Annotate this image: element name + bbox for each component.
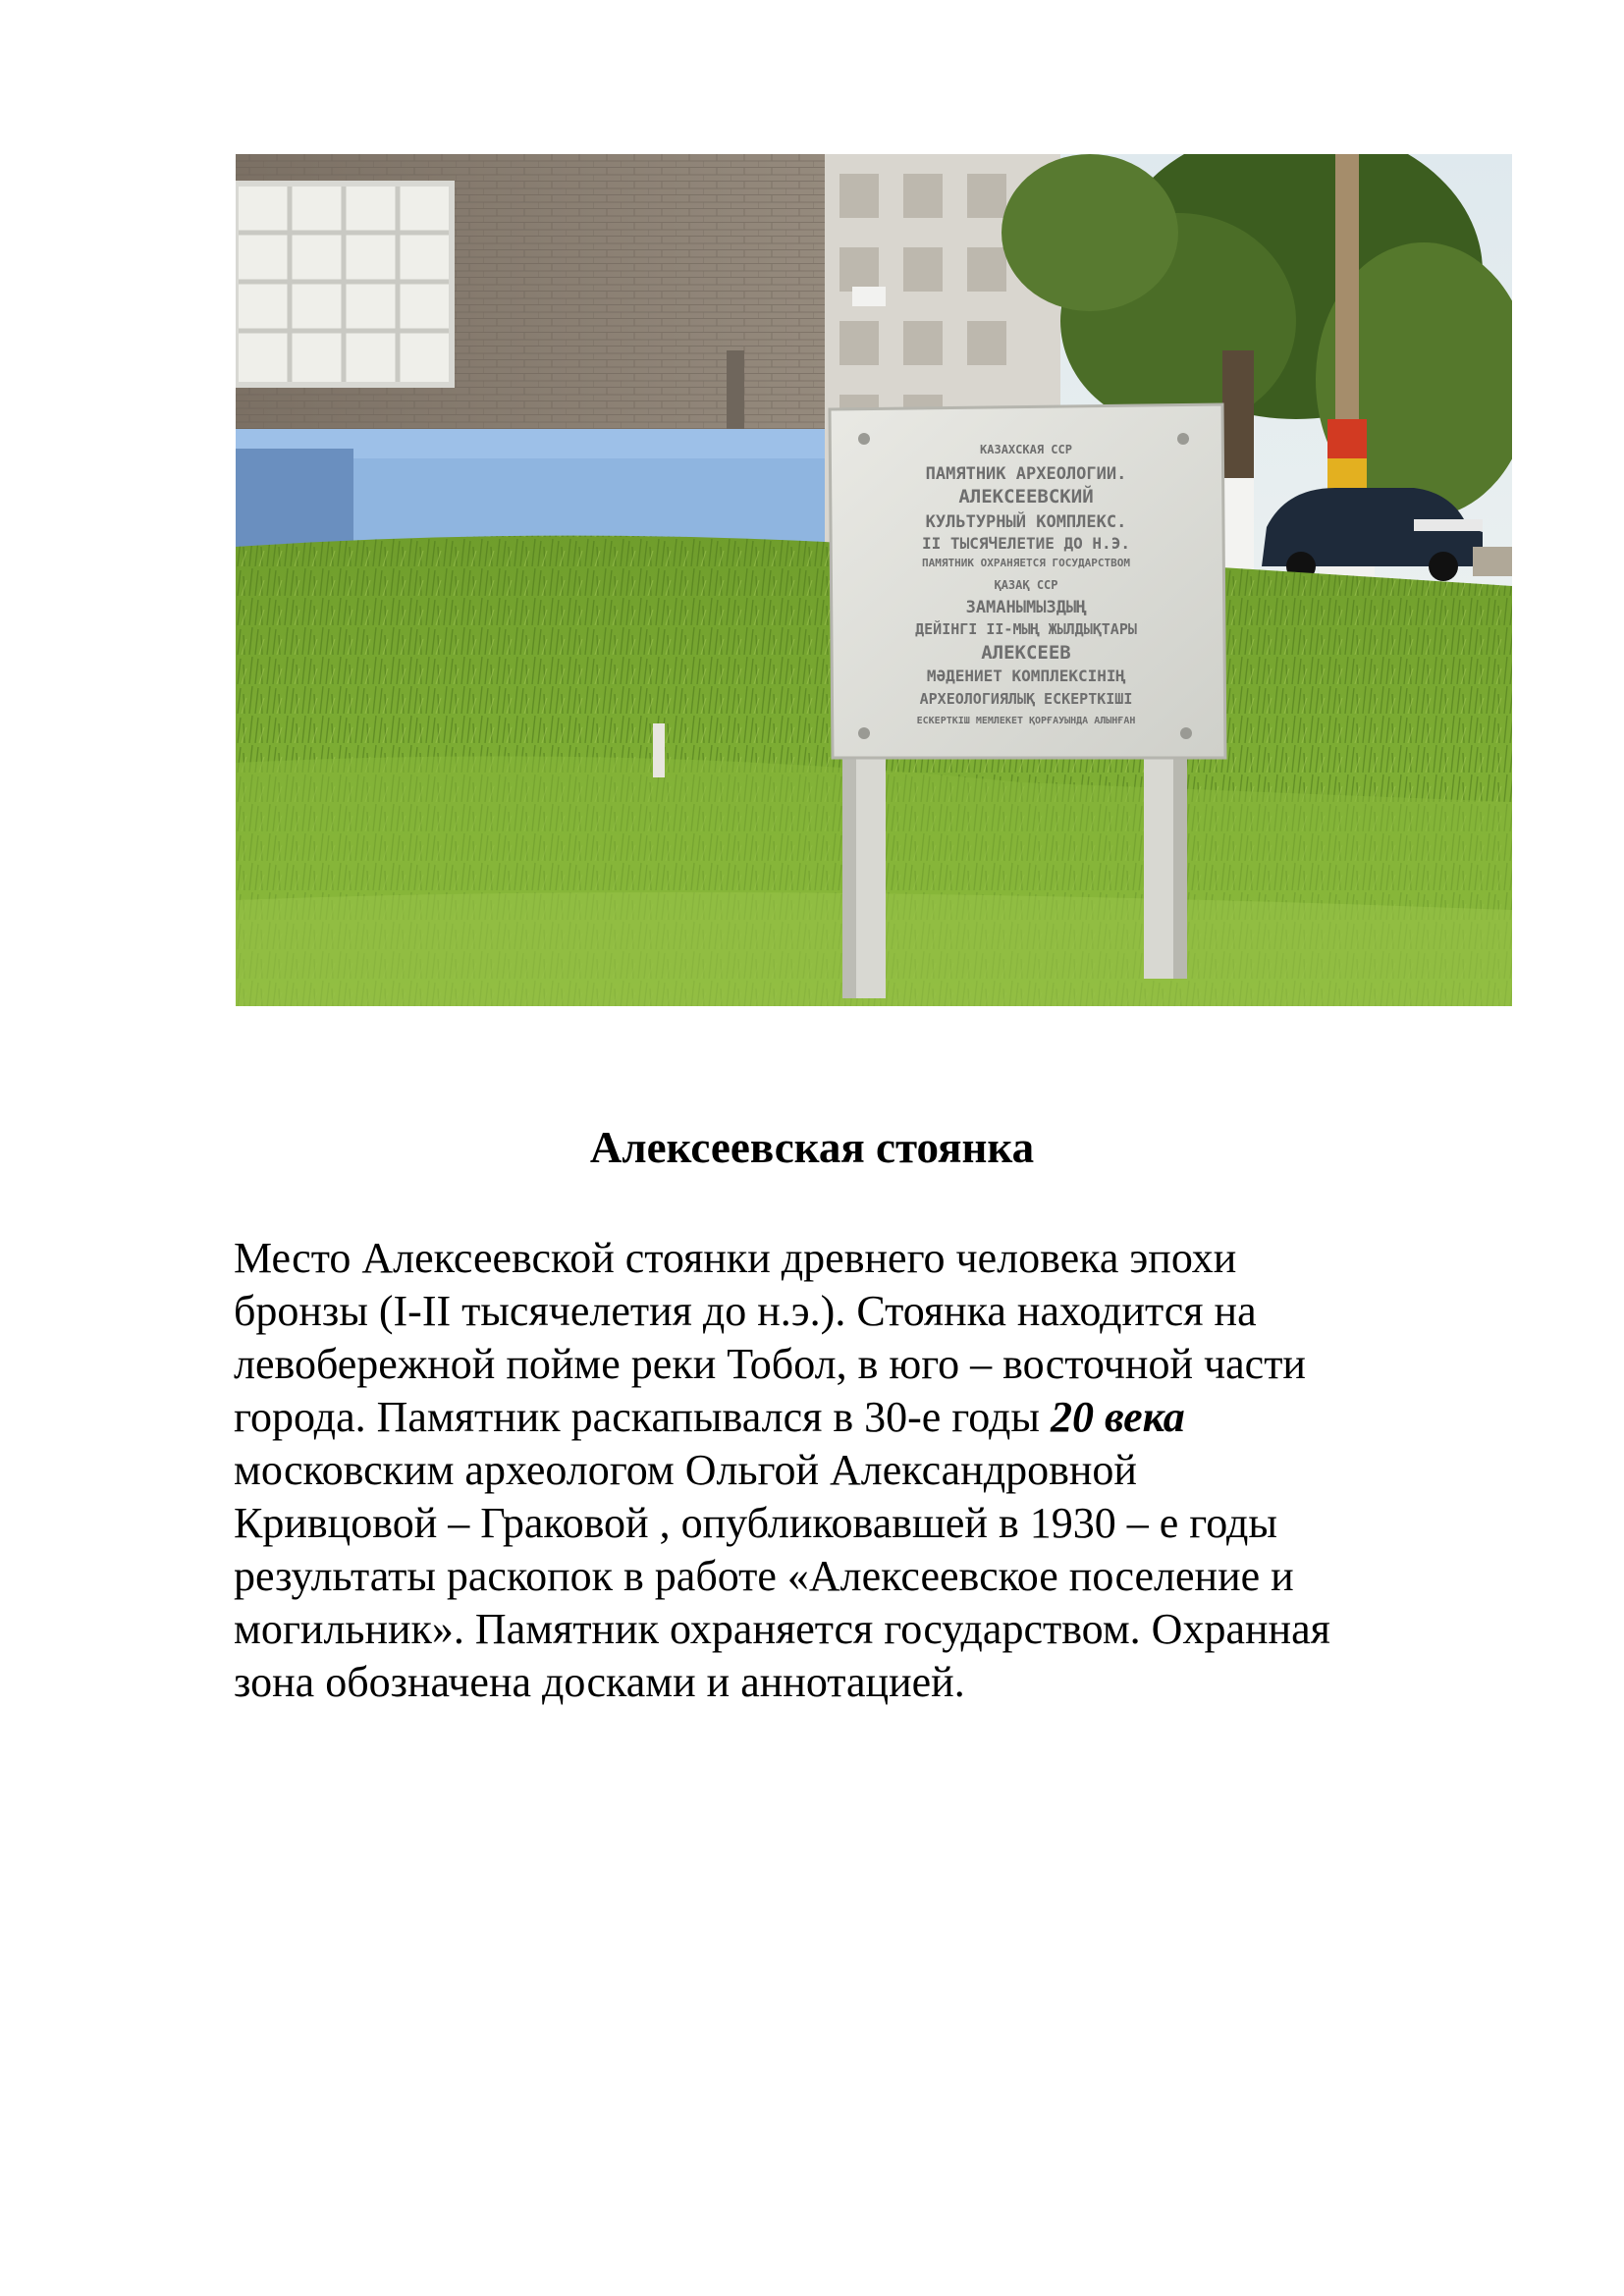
brick-building [236, 154, 825, 561]
sign-line: ПАМЯТНИК АРХЕОЛОГИИ. [925, 464, 1127, 484]
sign-line: АРХЕОЛОГИЯЛЫҚ ЕСКЕРТКІШІ [919, 690, 1133, 708]
small-post [653, 723, 665, 777]
paragraph-line: могильник». Памятник охраняется государством. Охранная [234, 1605, 1330, 1653]
paragraph-line: бронзы (I-II тысячелетия до н.э.). Стоянка находится на [234, 1287, 1257, 1335]
paragraph-line: результаты раскопок в работе «Алексеевское поселение и [234, 1552, 1294, 1600]
paragraph-line: левобережной пойме реки Тобол, в юго – восточной части [234, 1340, 1306, 1388]
sign-line: КУЛЬТУРНЫЙ КОМПЛЕКС. [925, 512, 1127, 532]
sign-line: ДЕЙІНГІ ІІ-МЫҢ ЖЫЛДЫҚТАРЫ [915, 620, 1137, 638]
road [1473, 547, 1512, 576]
paragraph-line: зона обозначена досками и аннотацией. [234, 1658, 965, 1706]
century-emphasis: 20 века [1050, 1393, 1185, 1441]
sign-line: ҚАЗАҚ ССР [994, 578, 1058, 592]
page-title: Алексеевская стоянка [589, 1123, 1035, 1172]
sign-line: МӘДЕНИЕТ КОМПЛЕКСІНІҢ [926, 667, 1126, 685]
sign-line: ПАМЯТНИК ОХРАНЯЕТСЯ ГОСУДАРСТВОМ [922, 557, 1130, 569]
memorial-plaque [830, 404, 1225, 758]
sign-line: II ТЫСЯЧЕЛЕТИЕ ДО Н.Э. [922, 534, 1130, 553]
paragraph-line: Место Алексеевской стоянки древнего человека эпохи [234, 1234, 1237, 1282]
description-paragraph [234, 1232, 1540, 1709]
paragraph-line: Кривцовой – Граковой , опубликовавшей в 1930 – е годы [234, 1499, 1277, 1547]
sign-line: КАЗАХСКАЯ ССР [980, 443, 1072, 456]
paragraph-line: московским археологом Ольгой Александровной [234, 1446, 1137, 1494]
monument-photo [236, 154, 1512, 1006]
paragraph-text: города. Памятник раскапывался в 30-е годы [234, 1393, 1051, 1441]
paragraph-line [234, 1391, 1540, 1444]
sign-line: АЛЕКСЕЕВ [981, 642, 1071, 664]
monument-photo-drawing [236, 154, 1512, 1006]
sign-line: ЗАМАНЫМЫЗДЫҢ [965, 598, 1087, 617]
sign-line: ЕСКЕРТКІШ МЕМЛЕКЕТ ҚОРҒАУЫНДА АЛЫНҒАН [916, 716, 1136, 726]
sign-line: АЛЕКСЕЕВСКИЙ [958, 486, 1094, 507]
